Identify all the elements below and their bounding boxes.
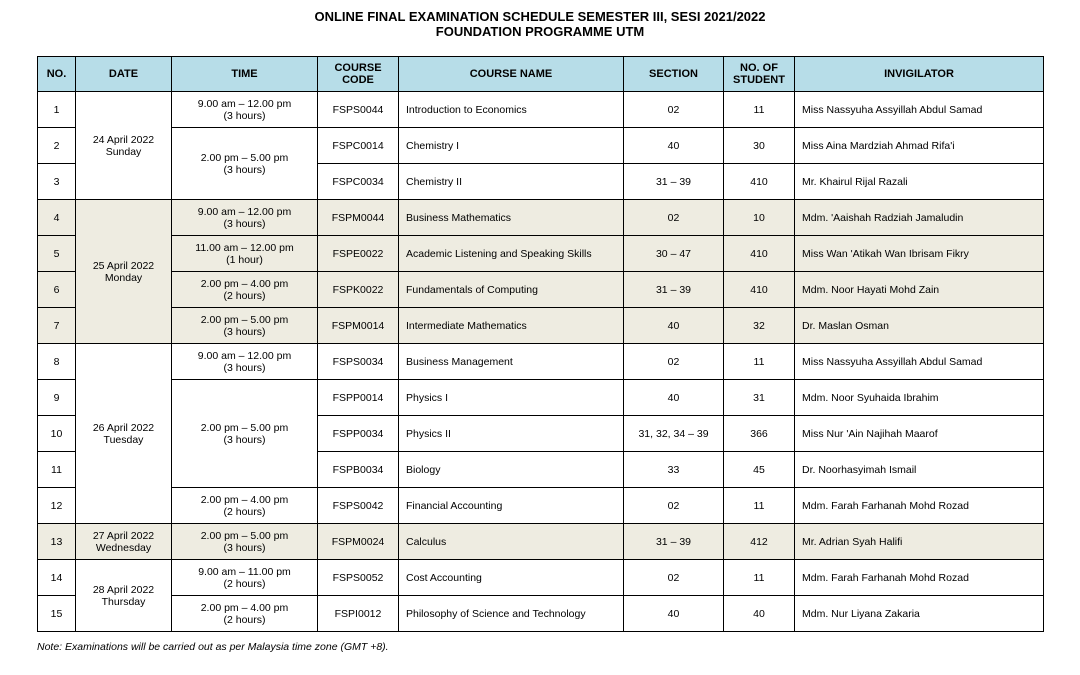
- cell-section: 33: [624, 452, 724, 488]
- date-day: 27 April 2022: [92, 529, 155, 542]
- cell-section: 02: [624, 344, 724, 380]
- time-duration: (2 hours): [223, 289, 266, 302]
- cell-time: [172, 92, 318, 128]
- table-row: [38, 380, 1044, 416]
- cell-invigilator: Miss Nassyuha Assyillah Abdul Samad: [795, 344, 1044, 380]
- cell-no: 10: [38, 416, 76, 452]
- cell-section: 31 – 39: [624, 524, 724, 560]
- header-no-student-line1: NO. OF: [740, 62, 778, 74]
- cell-date: [76, 92, 172, 200]
- cell-students: 30: [724, 128, 795, 164]
- cell-course-code: FSPS0034: [318, 344, 399, 380]
- cell-invigilator: Mdm. Farah Farhanah Mohd Rozad: [795, 488, 1044, 524]
- cell-invigilator: Mr. Khairul Rijal Razali: [795, 164, 1044, 200]
- time-duration: (3 hours): [223, 109, 266, 122]
- cell-students: 11: [724, 560, 795, 596]
- time-duration: (3 hours): [223, 361, 266, 374]
- header-section: SECTION: [624, 57, 724, 92]
- table-row: [38, 236, 1044, 272]
- time-duration: (2 hours): [223, 613, 266, 626]
- header-date: DATE: [76, 57, 172, 92]
- cell-course-code: FSPC0014: [318, 128, 399, 164]
- table-row: [38, 92, 1044, 128]
- time-range: 2.00 pm – 4.00 pm: [200, 601, 289, 614]
- cell-students: 410: [724, 272, 795, 308]
- cell-course-name: Introduction to Economics: [399, 92, 624, 128]
- cell-no: 12: [38, 488, 76, 524]
- footnote: Note: Examinations will be carried out as per Malaysia time zone (GMT +8).: [37, 641, 389, 653]
- cell-invigilator: Mdm. Nur Liyana Zakaria: [795, 596, 1044, 632]
- cell-invigilator: Miss Wan 'Atikah Wan Ibrisam Fikry: [795, 236, 1044, 272]
- cell-course-name: Physics II: [399, 416, 624, 452]
- cell-course-code: FSPE0022: [318, 236, 399, 272]
- cell-students: 11: [724, 92, 795, 128]
- date-day: 25 April 2022: [92, 259, 155, 272]
- time-range: 2.00 pm – 4.00 pm: [200, 493, 289, 506]
- table-row: [38, 560, 1044, 596]
- table-row: [38, 272, 1044, 308]
- cell-no: 1: [38, 92, 76, 128]
- cell-section: 02: [624, 200, 724, 236]
- date-day: 28 April 2022: [92, 583, 155, 596]
- time-range: 9.00 am – 12.00 pm: [197, 349, 292, 362]
- cell-students: 40: [724, 596, 795, 632]
- cell-course-code: FSPS0052: [318, 560, 399, 596]
- cell-course-name: Financial Accounting: [399, 488, 624, 524]
- document-title: ONLINE FINAL EXAMINATION SCHEDULE SEMESTER III, SESI 2021/2022: [314, 9, 766, 24]
- cell-course-name: Chemistry II: [399, 164, 624, 200]
- cell-no: 3: [38, 164, 76, 200]
- header-no: NO.: [38, 57, 76, 92]
- cell-time: [172, 200, 318, 236]
- cell-time: [172, 344, 318, 380]
- time-duration: (3 hours): [223, 433, 266, 446]
- time-range: 9.00 am – 12.00 pm: [197, 205, 292, 218]
- date-weekday: Wednesday: [95, 541, 152, 554]
- exam-schedule-table: [37, 56, 1044, 632]
- time-range: 2.00 pm – 4.00 pm: [200, 277, 289, 290]
- cell-no: 14: [38, 560, 76, 596]
- cell-section: 02: [624, 560, 724, 596]
- cell-no: 8: [38, 344, 76, 380]
- cell-section: 02: [624, 92, 724, 128]
- cell-course-name: Calculus: [399, 524, 624, 560]
- table-row: [38, 596, 1044, 632]
- cell-invigilator: Mr. Adrian Syah Halifi: [795, 524, 1044, 560]
- header-course-code-line2: CODE: [342, 74, 374, 86]
- cell-students: 32: [724, 308, 795, 344]
- cell-course-code: FSPM0024: [318, 524, 399, 560]
- time-duration: (1 hour): [226, 253, 263, 266]
- time-range: 2.00 pm – 5.00 pm: [200, 421, 289, 434]
- header-time: TIME: [172, 57, 318, 92]
- date-weekday: Tuesday: [103, 433, 144, 446]
- date-day: 24 April 2022: [92, 133, 155, 146]
- cell-invigilator: Miss Aina Mardziah Ahmad Rifa'i: [795, 128, 1044, 164]
- table-row: [38, 524, 1044, 560]
- cell-course-code: FSPC0034: [318, 164, 399, 200]
- cell-course-name: Fundamentals of Computing: [399, 272, 624, 308]
- cell-time: [172, 236, 318, 272]
- cell-students: 410: [724, 164, 795, 200]
- cell-course-code: FSPS0042: [318, 488, 399, 524]
- header-course-code-line1: COURSE: [334, 62, 382, 74]
- cell-time: [172, 524, 318, 560]
- cell-section: 02: [624, 488, 724, 524]
- time-range: 2.00 pm – 5.00 pm: [200, 313, 289, 326]
- cell-course-code: FSPP0034: [318, 416, 399, 452]
- time-duration: (3 hours): [223, 541, 266, 554]
- header-no-student-line2: STUDENT: [733, 74, 785, 86]
- cell-course-code: FSPS0044: [318, 92, 399, 128]
- cell-no: 2: [38, 128, 76, 164]
- cell-time: [172, 128, 318, 200]
- cell-time: [172, 308, 318, 344]
- cell-course-code: FSPM0044: [318, 200, 399, 236]
- cell-section: 40: [624, 128, 724, 164]
- time-duration: (2 hours): [223, 505, 266, 518]
- table-row: [38, 308, 1044, 344]
- header-course-name: COURSE NAME: [399, 57, 624, 92]
- cell-course-name: Business Mathematics: [399, 200, 624, 236]
- cell-course-name: Intermediate Mathematics: [399, 308, 624, 344]
- document-subtitle: FOUNDATION PROGRAMME UTM: [435, 24, 645, 39]
- cell-course-code: FSPK0022: [318, 272, 399, 308]
- cell-course-code: FSPP0014: [318, 380, 399, 416]
- cell-invigilator: Dr. Noorhasyimah Ismail: [795, 452, 1044, 488]
- time-duration: (3 hours): [223, 163, 266, 176]
- header-invigilator: INVIGILATOR: [795, 57, 1044, 92]
- cell-no: 5: [38, 236, 76, 272]
- cell-course-code: FSPI0012: [318, 596, 399, 632]
- date-weekday: Monday: [104, 271, 143, 284]
- time-range: 11.00 am – 12.00 pm: [195, 241, 294, 254]
- cell-students: 410: [724, 236, 795, 272]
- time-duration: (2 hours): [223, 577, 266, 590]
- cell-invigilator: Mdm. 'Aaishah Radziah Jamaludin: [795, 200, 1044, 236]
- time-range: 9.00 am – 11.00 pm: [198, 565, 291, 578]
- cell-section: 30 – 47: [624, 236, 724, 272]
- cell-course-name: Biology: [399, 452, 624, 488]
- table-row: [38, 488, 1044, 524]
- cell-time: [172, 272, 318, 308]
- table-row: [38, 344, 1044, 380]
- cell-course-code: FSPM0014: [318, 308, 399, 344]
- cell-section: 31 – 39: [624, 272, 724, 308]
- cell-students: 31: [724, 380, 795, 416]
- header-no-student: [724, 57, 795, 92]
- cell-course-name: Chemistry I: [399, 128, 624, 164]
- cell-students: 412: [724, 524, 795, 560]
- cell-students: 11: [724, 488, 795, 524]
- table-row: [38, 200, 1044, 236]
- cell-date: [76, 524, 172, 560]
- cell-invigilator: Dr. Maslan Osman: [795, 308, 1044, 344]
- cell-time: [172, 596, 318, 632]
- cell-invigilator: Miss Nur 'Ain Najihah Maarof: [795, 416, 1044, 452]
- cell-invigilator: Mdm. Farah Farhanah Mohd Rozad: [795, 560, 1044, 596]
- cell-students: 366: [724, 416, 795, 452]
- time-range: 2.00 pm – 5.00 pm: [200, 529, 289, 542]
- date-weekday: Thursday: [101, 595, 146, 608]
- cell-date: [76, 344, 172, 524]
- cell-no: 13: [38, 524, 76, 560]
- cell-course-name: Academic Listening and Speaking Skills: [399, 236, 624, 272]
- cell-no: 6: [38, 272, 76, 308]
- table-row: [38, 128, 1044, 164]
- time-duration: (3 hours): [223, 217, 266, 230]
- time-duration: (3 hours): [223, 325, 266, 338]
- cell-date: [76, 200, 172, 344]
- time-range: 2.00 pm – 5.00 pm: [200, 151, 289, 164]
- cell-time: [172, 560, 318, 596]
- cell-no: 7: [38, 308, 76, 344]
- cell-course-name: Philosophy of Science and Technology: [399, 596, 624, 632]
- date-weekday: Sunday: [105, 145, 142, 158]
- cell-date: [76, 560, 172, 632]
- cell-students: 11: [724, 344, 795, 380]
- cell-time: [172, 380, 318, 488]
- date-day: 26 April 2022: [92, 421, 155, 434]
- cell-no: 15: [38, 596, 76, 632]
- cell-invigilator: Mdm. Noor Syuhaida Ibrahim: [795, 380, 1044, 416]
- cell-course-name: Physics I: [399, 380, 624, 416]
- header-course-code: [318, 57, 399, 92]
- cell-section: 40: [624, 308, 724, 344]
- cell-students: 45: [724, 452, 795, 488]
- cell-time: [172, 488, 318, 524]
- cell-course-code: FSPB0034: [318, 452, 399, 488]
- cell-no: 9: [38, 380, 76, 416]
- time-range: 9.00 am – 12.00 pm: [197, 97, 292, 110]
- cell-section: 40: [624, 596, 724, 632]
- cell-section: 31, 32, 34 – 39: [624, 416, 724, 452]
- cell-students: 10: [724, 200, 795, 236]
- cell-section: 40: [624, 380, 724, 416]
- cell-no: 4: [38, 200, 76, 236]
- cell-no: 11: [38, 452, 76, 488]
- cell-course-name: Cost Accounting: [399, 560, 624, 596]
- cell-course-name: Business Management: [399, 344, 624, 380]
- cell-section: 31 – 39: [624, 164, 724, 200]
- cell-invigilator: Mdm. Noor Hayati Mohd Zain: [795, 272, 1044, 308]
- cell-invigilator: Miss Nassyuha Assyillah Abdul Samad: [795, 92, 1044, 128]
- table-header-row: [38, 57, 1044, 92]
